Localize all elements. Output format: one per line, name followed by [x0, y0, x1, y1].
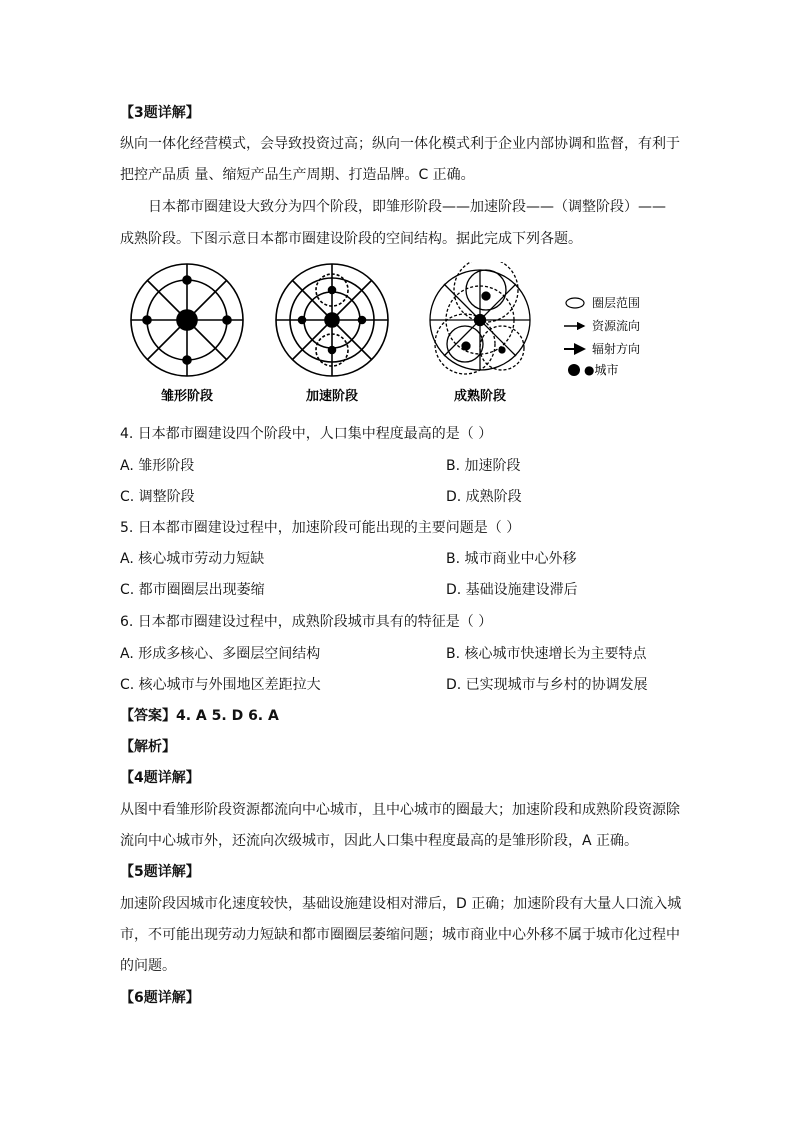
question-5-option-a: A. 核心城市劳动力短缺 — [120, 551, 265, 567]
question-5-option-d: D. 基础设施建设滞后 — [446, 582, 578, 598]
q4-detail-line-1: 从图中看雏形阶段资源都流向中心城市，且中心城市的圈最大；加速阶段和成熟阶段资源除 — [120, 802, 680, 818]
question-4-option-a: A. 雏形阶段 — [120, 458, 195, 474]
question-6-option-b: B. 核心城市快速增长为主要特点 — [446, 646, 647, 662]
legend-city-dot-icon — [568, 364, 580, 376]
q4-detail-line-2: 流向中心城市外，还流向次级城市，因此人口集中程度最高的是雏形阶段，A 正确。 — [120, 833, 639, 849]
metro-stage-diagram — [130, 262, 670, 410]
legend-ring-label: 圈层范围 — [592, 296, 641, 310]
analysis-header: 【解析】 — [120, 739, 176, 755]
question-4-option-b: B. 加速阶段 — [446, 458, 521, 474]
panel-acceleration — [276, 264, 388, 376]
question-4-option-c: C. 调整阶段 — [120, 489, 195, 505]
section3-header: 【3题详解】 — [120, 105, 200, 121]
panel-label-1: 雏形阶段 — [160, 389, 214, 404]
q5-detail-line-3: 的问题。 — [120, 958, 176, 974]
question-6-option-a: A. 形成多核心、多圈层空间结构 — [120, 646, 321, 662]
question-5-option-c: C. 都市圈圈层出现萎缩 — [120, 582, 265, 598]
panel-embryonic — [131, 264, 243, 376]
section3-text-line-2: 把控产品质 量、缩短产品生产周期、打造品牌。C 正确。 — [120, 167, 475, 183]
q5-detail-line-1: 加速阶段因城市化速度较快，基础设施建设相对滞后，D 正确；加速阶段有大量人口流入城 — [120, 896, 682, 912]
legend-city-label: ●城市 — [584, 363, 619, 377]
q6-detail-header: 【6题详解】 — [120, 990, 200, 1006]
legend-ring-icon — [566, 298, 584, 308]
question-4-option-d: D. 成熟阶段 — [446, 489, 522, 505]
intro-line-2: 成熟阶段。下图示意日本都市圈建设阶段的空间结构。据此完成下列各题。 — [120, 231, 582, 247]
question-6-option-c: C. 核心城市与外围地区差距拉大 — [120, 677, 321, 693]
legend-radiation-label: 辐射方向 — [592, 342, 641, 356]
q5-detail-header: 【5题详解】 — [120, 864, 200, 880]
section3-text-line-1: 纵向一体化经营模式，会导致投资过高；纵向一体化模式利于企业内部协调和监督，有利于 — [120, 136, 680, 152]
answer-line: 【答案】4. A 5. D 6. A — [120, 708, 279, 724]
q5-detail-line-2: 市，不可能出现劳动力短缺和都市圈圈层萎缩问题；城市商业中心外移不属于城市化过程中 — [120, 927, 680, 943]
question-6-stem: 6. 日本都市圈建设过程中，成熟阶段城市具有的特征是（ ） — [120, 614, 493, 630]
legend — [564, 296, 640, 377]
panel-label-2: 加速阶段 — [305, 389, 359, 404]
intro-line-1: 日本都市圈建设大致分为四个阶段，即雏形阶段——加速阶段——（调整阶段）—— — [148, 199, 666, 215]
question-6-option-d: D. 已实现城市与乡村的协调发展 — [446, 677, 648, 693]
question-5-option-b: B. 城市商业中心外移 — [446, 551, 577, 567]
panel-label-3: 成熟阶段 — [453, 389, 507, 404]
panel-mature — [430, 262, 530, 374]
question-5-stem: 5. 日本都市圈建设过程中，加速阶段可能出现的主要问题是（ ） — [120, 520, 521, 536]
legend-flow-label: 资源流向 — [592, 319, 641, 333]
question-4-stem: 4. 日本都市圈建设四个阶段中，人口集中程度最高的是（ ） — [120, 426, 493, 442]
q4-detail-header: 【4题详解】 — [120, 770, 200, 786]
